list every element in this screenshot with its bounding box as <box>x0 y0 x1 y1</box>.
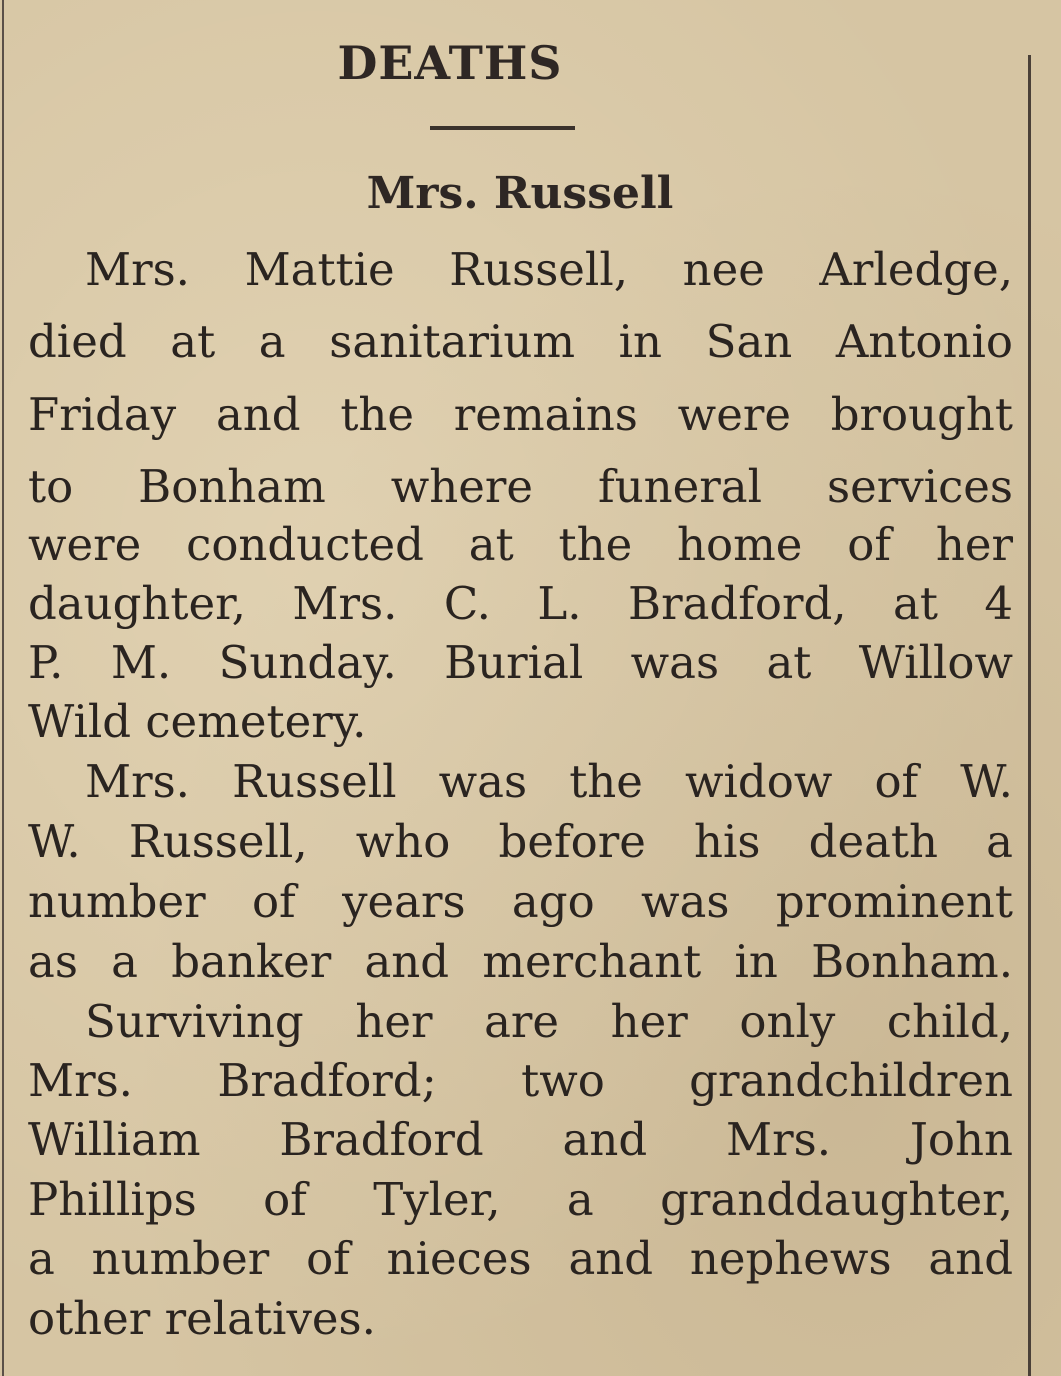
section-title: DEATHS <box>337 36 563 90</box>
left-column-rule <box>2 0 4 1376</box>
body-line: Phillips of Tyler, a granddaughter, <box>28 1173 1013 1226</box>
body-line: Mrs. Russell was the widow of W. <box>85 755 1013 808</box>
body-line: Wild cemetery. <box>28 695 367 748</box>
body-line: William Bradford and Mrs. John <box>28 1113 1013 1166</box>
obituary-headline: Mrs. Russell <box>366 168 674 219</box>
title-divider <box>430 126 575 130</box>
body-line: were conducted at the home of her <box>28 518 1013 571</box>
right-column-rule <box>1028 55 1031 1376</box>
body-line: as a banker and merchant in Bonham. <box>28 935 1013 988</box>
body-line: to Bonham where funeral services <box>28 460 1013 513</box>
body-line: daughter, Mrs. C. L. Bradford, at 4 <box>28 577 1013 630</box>
body-line: Friday and the remains were brought <box>28 388 1013 441</box>
body-line: Mrs. Bradford; two grandchildren <box>28 1054 1013 1107</box>
body-line: P. M. Sunday. Burial was at Willow <box>28 636 1013 689</box>
body-line: other relatives. <box>28 1292 376 1345</box>
body-line: W. Russell, who before his death a <box>28 815 1013 868</box>
body-line: Surviving her are her only child, <box>85 995 1013 1048</box>
body-line: died at a sanitarium in San Antonio <box>28 315 1013 368</box>
body-line: a number of nieces and nephews and <box>28 1232 1013 1285</box>
body-line: Mrs. Mattie Russell, nee Arledge, <box>85 243 1013 296</box>
body-line: number of years ago was prominent <box>28 875 1013 928</box>
